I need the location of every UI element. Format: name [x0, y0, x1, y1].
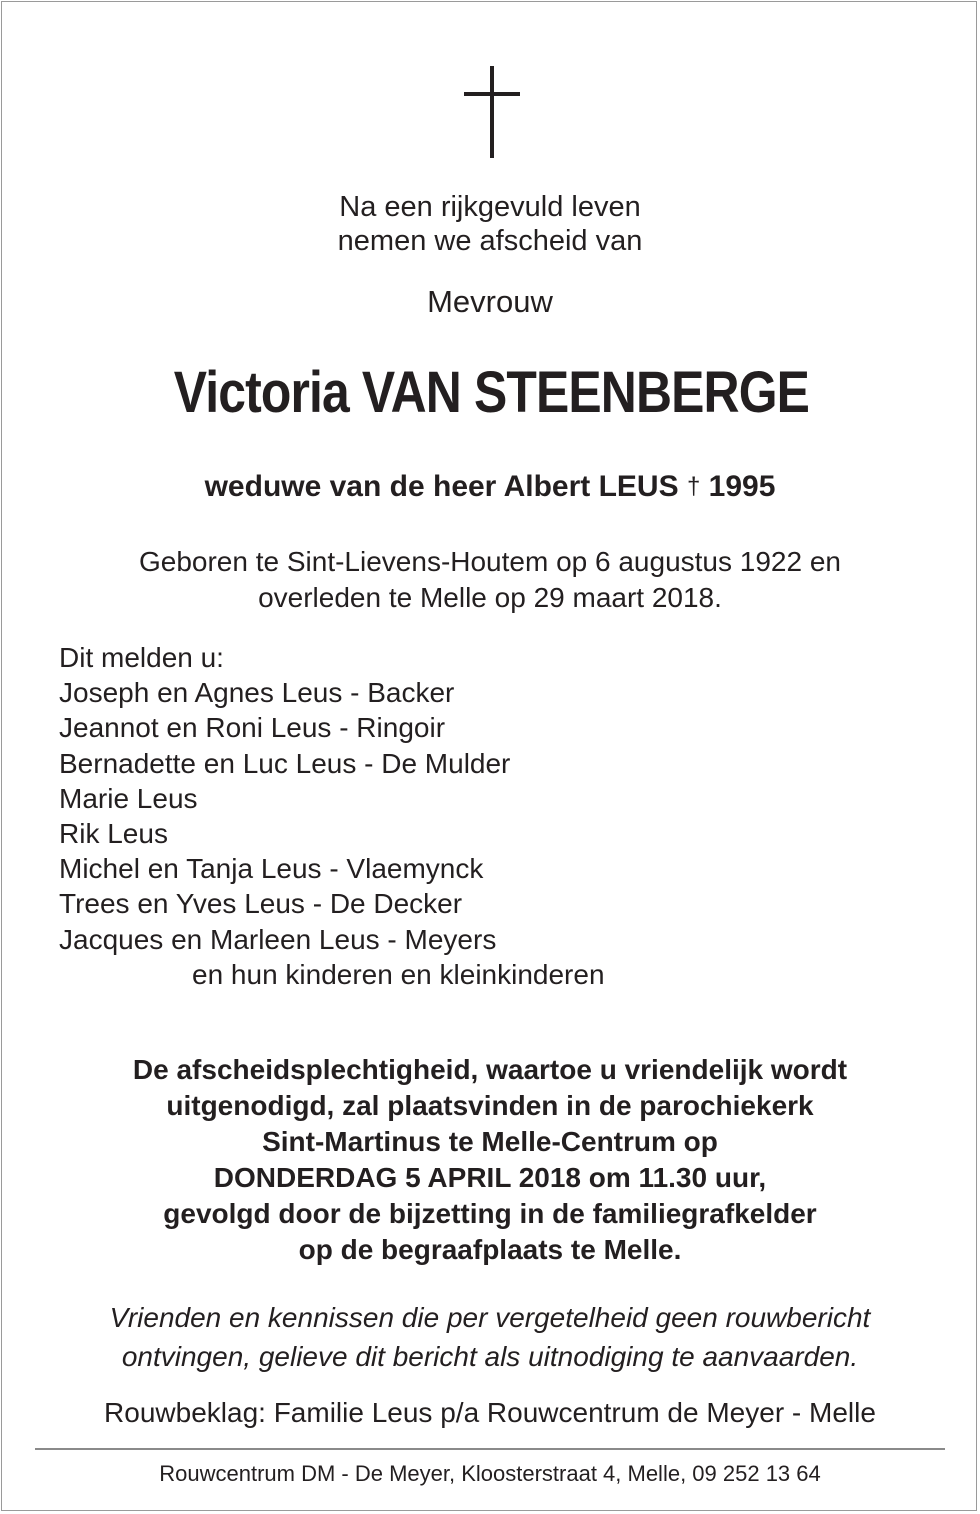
birth-line: Geboren te Sint-Lievens-Houtem op 6 augustus 1922 en	[138, 546, 841, 577]
intro-line: Na een rijkgevuld leven	[339, 191, 641, 223]
footer-divider	[35, 1448, 945, 1450]
family-member: Rik Leus	[59, 818, 168, 850]
deceased-name: Victoria VAN STEENBERGE	[173, 360, 810, 425]
ceremony-line: gevolgd door de bijzetting in de familiegrafkelder	[163, 1198, 817, 1229]
family-member: Jacques en Marleen Leus - Meyers	[59, 923, 497, 955]
birth-death-text	[0, 544, 980, 616]
family-member: Bernadette en Luc Leus - De Mulder	[59, 747, 511, 779]
funeral-home-footer: Rouwcentrum DM - De Meyer, Kloosterstraat 4, Melle, 09 252 13 64	[159, 1461, 821, 1486]
ceremony-line: uitgenodigd, zal plaatsvinden in de parochiekerk	[166, 1090, 814, 1121]
invitation-note	[0, 1298, 980, 1376]
condolence-address: Rouwbeklag: Familie Leus p/a Rouwcentrum de Meyer - Melle	[104, 1397, 876, 1428]
ceremony-details	[0, 1052, 980, 1268]
spouse-death-year: 1995	[708, 470, 776, 503]
ceremony-line: op de begraafplaats te Melle.	[298, 1234, 682, 1265]
ceremony-date-line: DONDERDAG 5 APRIL 2018 om 11.30 uur,	[213, 1162, 767, 1193]
intro-text	[0, 190, 980, 258]
death-line: overleden te Melle op 29 maart 2018.	[258, 582, 722, 613]
family-member: Trees en Yves Leus - De Decker	[59, 888, 463, 920]
latin-cross-icon	[464, 66, 520, 158]
family-member: Michel en Tanja Leus - Vlaemynck	[59, 853, 484, 885]
family-heading: Dit melden u:	[59, 642, 224, 673]
family-list	[59, 640, 605, 992]
ceremony-line: Sint-Martinus te Melle-Centrum op	[262, 1126, 718, 1157]
family-member: Marie Leus	[59, 782, 198, 814]
family-member: Jeannot en Roni Leus - Ringoir	[59, 712, 446, 744]
dagger-symbol: †	[686, 473, 701, 500]
ceremony-line: De afscheidsplechtigheid, waartoe u vriendelijk wordt	[132, 1054, 848, 1085]
invitation-line: ontvingen, gelieve dit bericht als uitnodiging te aanvaarden.	[121, 1341, 859, 1372]
honorific: Mevrouw	[427, 284, 553, 319]
intro-line: nemen we afscheid van	[337, 225, 643, 257]
family-closing: en hun kinderen en kleinkinderen	[192, 958, 605, 990]
spouse-text: weduwe van de heer Albert LEUS	[204, 470, 679, 503]
spouse-line	[0, 468, 980, 506]
invitation-line: Vrienden en kennissen die per vergetelheid geen rouwbericht	[109, 1302, 871, 1333]
family-member: Joseph en Agnes Leus - Backer	[59, 677, 455, 709]
